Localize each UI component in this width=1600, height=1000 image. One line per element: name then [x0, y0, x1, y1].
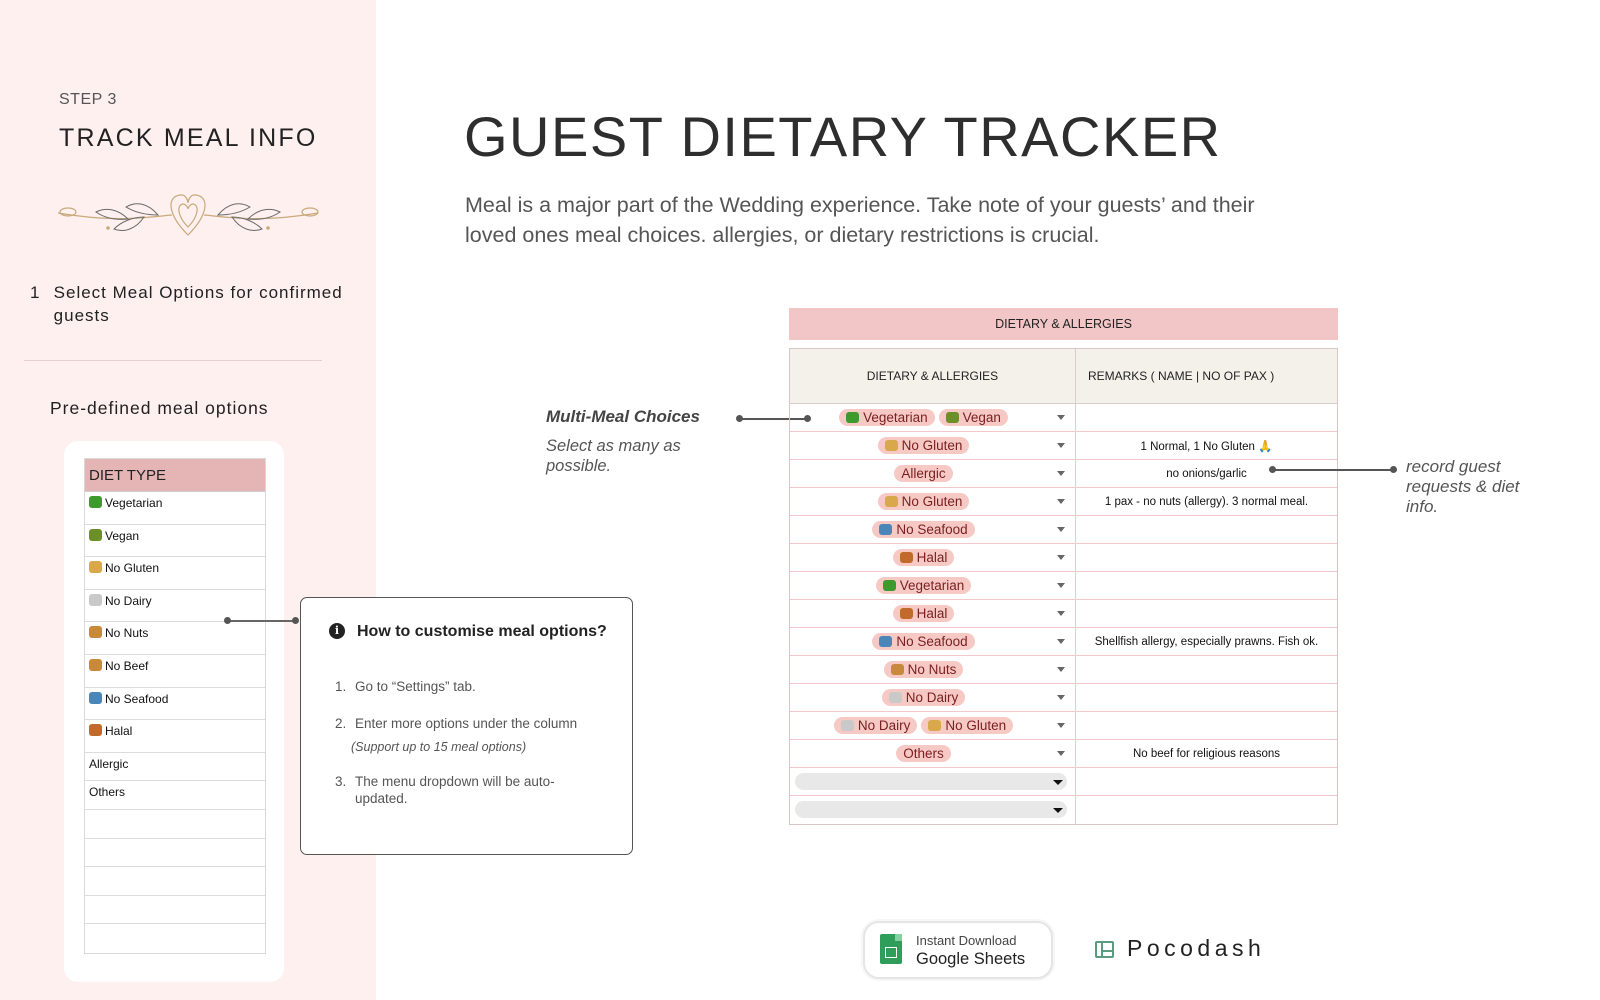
tip-note: (Support up to 15 meal options): [351, 740, 527, 754]
info-icon: i: [329, 623, 345, 639]
chevron-down-icon[interactable]: [1057, 639, 1065, 644]
chevron-down-icon[interactable]: [1057, 583, 1065, 588]
diet-chip: [896, 745, 951, 762]
download-big-label: Google Sheets: [916, 950, 1026, 968]
diet-dropdown-cell[interactable]: [790, 460, 1076, 487]
remark-cell[interactable]: [1076, 544, 1337, 571]
diet-chip: [894, 465, 952, 482]
remark-cell[interactable]: [1076, 600, 1337, 627]
record-connector: [1272, 469, 1394, 471]
milk-glass-icon: [889, 692, 902, 703]
diet-chip-label: No Gluten: [901, 438, 963, 453]
chevron-down-icon[interactable]: [1057, 751, 1065, 756]
column-header-dietary: DIETARY & ALLERGIES: [790, 349, 1076, 403]
leaf-icon: [846, 412, 859, 423]
remark-cell[interactable]: [1076, 796, 1337, 824]
diet-chip-label: No Nuts: [907, 662, 957, 677]
dietary-sheet: [789, 348, 1338, 825]
diet-chip: [878, 437, 970, 454]
diet-type-table: [84, 458, 266, 954]
diet-row-label: No Seafood: [105, 691, 169, 706]
broccoli-icon: [946, 412, 959, 423]
diet-dropdown-cell[interactable]: [790, 432, 1076, 459]
diet-chip: [921, 717, 1013, 734]
step-item-text: Select Meal Options for confirmed guests: [53, 283, 343, 325]
page-title: GUEST DIETARY TRACKER: [464, 105, 1222, 168]
diet-chip: [876, 577, 972, 594]
diet-chip: [872, 633, 974, 650]
diet-row: [85, 781, 265, 810]
diet-dropdown-cell[interactable]: [790, 768, 1076, 795]
fish-icon: [879, 636, 892, 647]
diet-row: [85, 688, 265, 721]
diet-row-label: Vegan: [105, 528, 140, 543]
diet-dropdown-cell[interactable]: [790, 572, 1076, 599]
empty-dropdown[interactable]: [795, 773, 1067, 790]
diet-type-header: DIET TYPE: [85, 459, 265, 492]
diet-row-label: No Dairy: [105, 593, 152, 608]
sheet-row: [790, 544, 1337, 572]
sheet-header-row: [790, 349, 1337, 404]
remark-cell[interactable]: [1076, 516, 1337, 543]
remark-cell[interactable]: [1076, 768, 1337, 795]
sheet-row: [790, 768, 1337, 796]
remark-cell[interactable]: Shellfish allergy, especially prawns. Fish ok.: [1094, 635, 1319, 648]
food-icon: [900, 552, 913, 563]
multi-meal-sub: Select as many as possible.: [546, 437, 681, 475]
sheet-banner: DIETARY & ALLERGIES: [789, 308, 1338, 340]
chevron-down-icon[interactable]: [1057, 723, 1065, 728]
connector-dot: [1390, 466, 1397, 473]
brand-name: Pocodash: [1127, 935, 1266, 961]
diet-dropdown-cell[interactable]: [790, 684, 1076, 711]
diet-row: [85, 492, 265, 525]
tip-steps: [335, 678, 605, 827]
diet-row-label: Halal: [105, 724, 133, 739]
diet-row: [85, 753, 265, 782]
record-guest-label: record guest requests & diet info.: [1406, 457, 1520, 516]
diet-dropdown-cell[interactable]: [790, 600, 1076, 627]
chevron-down-icon[interactable]: [1057, 415, 1065, 420]
connector-dot: [1269, 466, 1276, 473]
diet-row: [85, 720, 265, 753]
remark-cell[interactable]: [1076, 404, 1337, 431]
diet-dropdown-cell[interactable]: [790, 712, 1076, 739]
diet-dropdown-cell[interactable]: [790, 516, 1076, 543]
diet-row: [85, 810, 265, 839]
leaf-icon: [883, 580, 896, 591]
remark-cell[interactable]: No beef for religious reasons: [1132, 747, 1280, 760]
sheet-row: [790, 656, 1337, 684]
chevron-down-icon[interactable]: [1053, 780, 1063, 785]
diet-dropdown-cell[interactable]: [790, 628, 1076, 655]
diet-row-label: Others: [89, 785, 126, 800]
broccoli-icon: [89, 529, 102, 541]
diet-row: [85, 557, 265, 590]
sheet-row: [790, 516, 1337, 544]
diet-type-card: [64, 441, 284, 982]
diet-chip: [839, 409, 935, 426]
diet-chip-label: Vegetarian: [899, 578, 965, 593]
wheat-icon: [885, 496, 898, 507]
diet-chip-label: No Gluten: [945, 718, 1007, 733]
diet-dropdown-cell[interactable]: [790, 404, 1076, 431]
remark-cell[interactable]: [1076, 572, 1337, 599]
google-sheets-icon: [880, 934, 902, 964]
diet-chip: [878, 493, 970, 510]
connector-dot: [736, 415, 743, 422]
diet-row: [85, 622, 265, 655]
chevron-down-icon[interactable]: [1057, 527, 1065, 532]
diet-chip-label: Allergic: [901, 466, 946, 481]
peanut-icon: [89, 659, 102, 671]
sidebar-divider: [24, 360, 322, 361]
tip-title: How to customise meal options?: [357, 623, 607, 640]
remark-cell[interactable]: [1076, 656, 1337, 683]
chevron-down-icon[interactable]: [1057, 695, 1065, 700]
diet-chip-label: No Gluten: [901, 494, 963, 509]
sheet-row: [790, 460, 1337, 488]
chevron-down-icon[interactable]: [1057, 443, 1065, 448]
diet-row: [85, 867, 265, 896]
diet-dropdown-cell[interactable]: [790, 544, 1076, 571]
diet-row: [85, 525, 265, 558]
leaf-icon: [89, 496, 102, 508]
diet-chip-label: No Dairy: [905, 690, 959, 705]
tip-step-text: Go to “Settings” tab.: [355, 679, 476, 694]
diet-chip-label: No Dairy: [857, 718, 911, 733]
peanut-icon: [89, 626, 102, 638]
diet-row: [85, 924, 265, 953]
peanut-icon: [891, 664, 904, 675]
step-title: TRACK MEAL INFO: [59, 124, 318, 152]
milk-glass-icon: [89, 594, 102, 606]
diet-row: [85, 896, 265, 925]
sheet-row: [790, 628, 1337, 656]
customise-tip-box: [300, 597, 633, 855]
diet-chip-label: Others: [903, 746, 944, 761]
diet-chip-label: Halal: [916, 550, 948, 565]
diet-row-label: No Gluten: [105, 561, 160, 576]
tip-step: [335, 773, 605, 807]
diet-dropdown-cell[interactable]: [790, 740, 1076, 767]
diet-dropdown-cell[interactable]: [790, 656, 1076, 683]
predefined-title: Pre-defined meal options: [50, 398, 269, 418]
sheet-row: [790, 796, 1337, 824]
tip-step-text: The menu dropdown will be auto-updated.: [355, 774, 555, 806]
wheat-icon: [89, 561, 102, 573]
floral-heart-divider-icon: [48, 185, 328, 243]
diet-dropdown-cell[interactable]: [790, 488, 1076, 515]
diet-chip-label: No Seafood: [896, 634, 968, 649]
multi-meal-label: Multi-Meal Choices: [546, 407, 700, 426]
google-sheets-download-button[interactable]: [863, 921, 1053, 979]
sheet-row: [790, 572, 1337, 600]
diet-row-label: No Nuts: [105, 626, 149, 641]
column-header-remarks: REMARKS ( NAME | NO OF PAX ): [1087, 369, 1275, 383]
step-label: STEP 3: [59, 91, 117, 108]
diet-row: [85, 590, 265, 623]
tip-step-text: Enter more options under the column: [355, 716, 578, 731]
diet-row-label: Vegetarian: [105, 496, 163, 510]
tip-step: [335, 715, 605, 732]
remark-cell[interactable]: 1 Normal, 1 No Gluten 🙏: [1140, 440, 1273, 453]
diet-chip: [893, 605, 955, 622]
food-icon: [900, 608, 913, 619]
download-small-label: Instant Download: [916, 933, 1017, 948]
diet-chip: [884, 661, 964, 678]
tip-step: [335, 678, 605, 695]
diet-row: [85, 655, 265, 688]
food-icon: [89, 724, 102, 736]
chevron-down-icon[interactable]: [1057, 555, 1065, 560]
connector-dot: [224, 617, 231, 624]
diet-chip-label: Vegan: [962, 410, 1001, 425]
sheet-row: [790, 432, 1337, 460]
milk-glass-icon: [841, 720, 854, 731]
chevron-down-icon[interactable]: [1053, 808, 1063, 813]
diet-chip-label: No Seafood: [896, 522, 968, 537]
sheet-row: [790, 488, 1337, 516]
diet-chip: [834, 717, 918, 734]
fish-icon: [879, 524, 892, 535]
diet-row: [85, 839, 265, 868]
remark-cell[interactable]: no onions/garlic: [1166, 467, 1247, 480]
diet-chip-label: Vegetarian: [863, 410, 928, 425]
remark-cell[interactable]: [1076, 712, 1337, 739]
diet-chip-label: Halal: [916, 606, 948, 621]
tip-step-number: 1.: [335, 679, 347, 694]
connector-dot: [292, 617, 299, 624]
pocodash-logo-icon: [1095, 941, 1114, 958]
sheet-row: [790, 712, 1337, 740]
sheet-row: [790, 404, 1337, 432]
diet-row-label: Allergic: [89, 756, 129, 771]
tip-step-number: 3.: [335, 774, 347, 789]
diet-chip: [882, 689, 966, 706]
diet-chip: [872, 521, 974, 538]
wheat-icon: [885, 440, 898, 451]
chevron-down-icon[interactable]: [1057, 611, 1065, 616]
diet-chip: [939, 409, 1008, 426]
sheet-row: [790, 684, 1337, 712]
diet-row-label: No Beef: [105, 658, 149, 673]
sheet-row: [790, 600, 1337, 628]
tip-step-number: 2.: [335, 716, 347, 731]
remark-cell[interactable]: 1 pax - no nuts (allergy). 3 normal meal.: [1104, 495, 1309, 508]
tip-connector-line: [226, 620, 296, 622]
chevron-down-icon[interactable]: [1057, 471, 1065, 476]
diet-chip: [893, 549, 955, 566]
fish-icon: [89, 692, 102, 704]
sheet-row: [790, 740, 1337, 768]
diet-dropdown-cell[interactable]: [790, 796, 1076, 824]
lead-paragraph: Meal is a major part of the Wedding experience. Take note of your guests’ and their loved ones meal choices. allergies, or dietary restrictions is crucial.: [465, 193, 1255, 247]
chevron-down-icon[interactable]: [1057, 667, 1065, 672]
empty-dropdown[interactable]: [795, 801, 1067, 818]
wheat-icon: [928, 720, 941, 731]
step-item-number: 1: [30, 283, 41, 302]
remark-cell[interactable]: [1076, 684, 1337, 711]
step-item-1: [30, 281, 350, 327]
chevron-down-icon[interactable]: [1057, 499, 1065, 504]
